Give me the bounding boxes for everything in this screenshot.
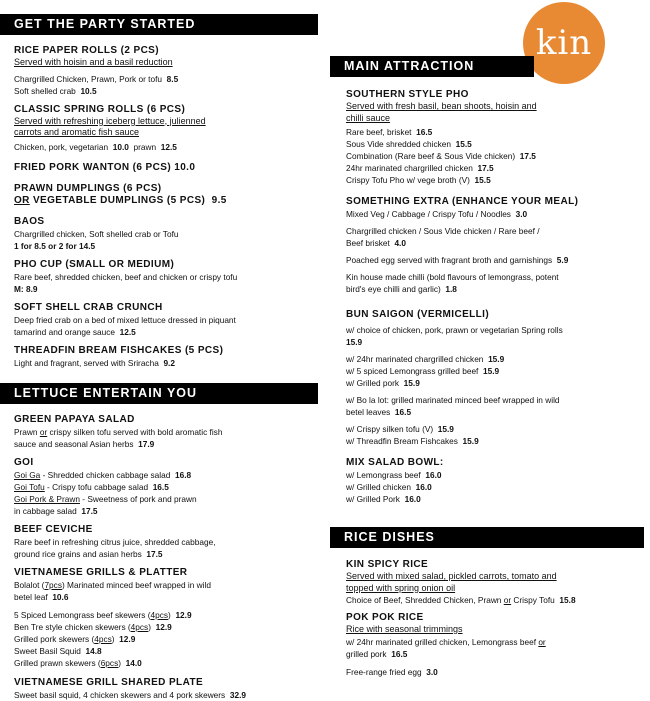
menu-item-pho-cup: PHO CUP (SMALL OR MEDIUM) Rare beef, shredded chicken, beef and chicken or crispy tofu M: 8.9 xyxy=(14,258,238,294)
menu-item-spring-rolls: CLASSIC SPRING ROLLS (6 PCS) Served with refreshing iceberg lettuce, julienned carrots and aromatic fish sauce Chicken, pork, vegetarian 10.0 prawn 12.5 xyxy=(14,103,206,152)
menu-item-fishcakes: THREADFIN BREAM FISHCAKES (5 PCS) Light and fragrant, served with Sriracha 9.2 xyxy=(14,344,224,368)
menu-item-pok-pok-rice: POK POK RICE Rice with seasonal trimmings w/ 24hr marinated grilled chicken, Lemongrass beef or grilled pork 16.5 Free-range fried egg 3.0 xyxy=(346,612,546,677)
menu-item-kin-spicy-rice: KIN SPICY RICE Served with mixed salad, pickled carrots, tomato and topped with spring onion oil Choice of Beef, Shredded Chicken, Prawn or Crispy Tofu 15.8 xyxy=(346,559,576,605)
menu-item-papaya-salad: GREEN PAPAYA SALAD Prawn or crispy silken tofu served with bold aromatic fish sauce and seasonal Asian herbs 17.9 xyxy=(14,413,223,449)
menu-item-vietnamese-grills: VIETNAMESE GRILLS & PLATTER Bolalot (7pcs) Marinated minced beef wrapped in wild betel leaf 10.6 5 Spiced Lemongrass beef skewers (4pcs) 12.9 Ben Tre style chicken skewers (4pcs) 12.9 Grilled pork skewers (4pcs) 12.9 Sweet Basil Squid 14.8 Grilled prawn skewers (6pcs) 14.0 xyxy=(14,566,211,668)
right-column xyxy=(330,0,650,678)
section-banner-lettuce: LETTUCE ENTERTAIN YOU xyxy=(0,383,318,404)
menu-item-soft-shell-crab: SOFT SHELL CRAB CRUNCH Deep fried crab on a bed of mixed lettuce dressed in piquant tamarind and orange sauce 12.5 xyxy=(14,301,236,337)
kin-logo: kin xyxy=(523,2,605,84)
menu-item-pork-wanton: FRIED PORK WANTON (6 PCS) 10.0 xyxy=(14,161,196,173)
section-banner-main: MAIN ATTRACTION xyxy=(330,56,534,77)
menu-item-shared-plate: VIETNAMESE GRILL SHARED PLATE Sweet basil squid, 4 chicken skewers and 4 pork skewers 32.9 xyxy=(14,676,246,700)
menu-item-beef-ceviche: BEEF CEVICHE Rare beef in refreshing citrus juice, shredded cabbage, ground rice grains and asian herbs 17.5 xyxy=(14,523,216,559)
menu-item-baos: BAOS Chargrilled chicken, Soft shelled crab or Tofu 1 for 8.5 or 2 for 14.5 xyxy=(14,215,179,251)
section-banner-party: GET THE PARTY STARTED xyxy=(0,14,318,35)
menu-item-dumplings: PRAWN DUMPLINGS (6 PCS) OR VEGETABLE DUMPLINGS (5 PCS) 9.5 xyxy=(14,182,227,206)
section-banner-rice: RICE DISHES xyxy=(330,527,644,548)
menu-item-something-extra: SOMETHING EXTRA (ENHANCE YOUR MEAL) Mixed Veg / Cabbage / Crispy Tofu / Noodles 3.0 Chargrilled chicken / Sous Vide chicken / Rare beef / Beef brisket 4.0 Poached egg served with fragrant broth and garnishings 5.9 Kin house made chilli (bold flavours of lemongrass, potent bird's eye chilli and garlic) 1.8 xyxy=(346,196,579,294)
menu-item-mix-salad-bowl: MIX SALAD BOWL: w/ Lemongrass beef 16.0 w/ Grilled chicken 16.0 w/ Grilled Pork 16.0 xyxy=(346,457,444,504)
menu-item-bun-saigon: BUN SAIGON (VERMICELLI) w/ choice of chicken, pork, prawn or vegetarian Spring rolls 15.9 w/ 24hr marinated chargrilled chicken 15.9 w/ 5 spiced Lemongrass grilled beef 15.9 w/ Grilled pork 15.9 w/ Bo la lot: grilled marinated minced beef wrapped in wild betel leaves 16.5 w/ Crispy silken tofu (V) 15.9 w/ Threadfin Bream Fishcakes 15.9 xyxy=(346,309,563,446)
menu-item-southern-pho: SOUTHERN STYLE PHO Served with fresh basil, bean shoots, hoisin and chilli sauce Rare beef, brisket 16.5 Sous Vide shredded chicken 15.5 Combination (Rare beef & Sous Vide chicken) 17.5 24hr marinated chargrilled chicken 17.5 Crispy Tofu Pho w/ vege broth (V) 15.5 xyxy=(346,89,537,185)
menu-item-goi: GOI Goi Ga - Shredded chicken cabbage salad 16.8 Goi Tofu - Crispy tofu cabbage salad 16.5 Goi Pork & Prawn - Sweetness of pork and prawn in cabbage salad 17.5 xyxy=(14,456,197,516)
left-column xyxy=(0,0,318,701)
menu-item-rice-paper-rolls: RICE PAPER ROLLS (2 PCS) Served with hoisin and a basil reduction Chargrilled Chicken, Prawn, Pork or tofu 8.5 Soft shelled crab 10.5 xyxy=(14,45,179,96)
